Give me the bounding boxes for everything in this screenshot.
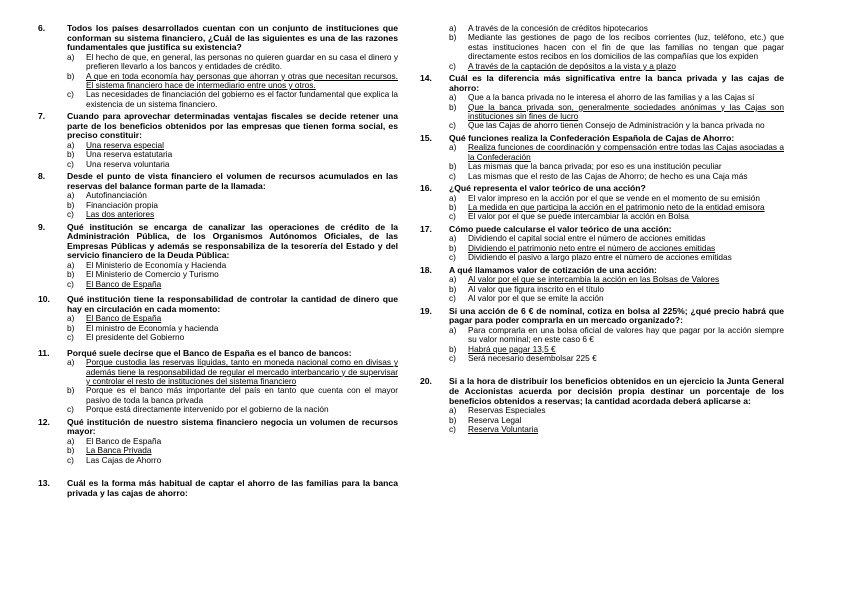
- question-number: 16.: [420, 183, 432, 194]
- option-letter: a): [67, 357, 75, 368]
- option-letter: b): [449, 161, 457, 172]
- option-letter: c): [67, 89, 74, 100]
- option-letter: b): [67, 269, 75, 280]
- question-number: 17.: [420, 223, 432, 234]
- answer-option: [449, 253, 784, 262]
- option-letter: c): [449, 352, 456, 363]
- option-letter: c): [449, 293, 456, 304]
- option-letter: c): [67, 158, 74, 169]
- answer-option: [449, 121, 784, 130]
- option-letter: b): [67, 445, 75, 456]
- question-text: Qué institución de nuestro sistema financiero negocia un volumen de recursos mayor:: [67, 416, 398, 437]
- question-number: 9.: [38, 221, 46, 232]
- option-text: El presidente del Gobierno: [86, 332, 185, 343]
- question-block: [420, 266, 784, 304]
- question-text: Qué institución se encarga de canalizar las operaciones de crédito de la Administración Pública, de los Organismos Autónomos Oficiales, de las Empresas Públicas y además se responsabiliza de la tesorería del Estado y del servicio financiero de la Deuda Pública:: [67, 221, 398, 261]
- answer-option: [67, 333, 398, 342]
- question-text: Cómo puede calcularse el valor teórico de una acción:: [449, 223, 672, 234]
- option-letter: a): [67, 313, 75, 324]
- option-letter: b): [449, 283, 457, 294]
- answer-option: [449, 143, 784, 162]
- option-text: Autofinanciación: [86, 190, 147, 201]
- option-text: El Ministerio de Economía y Hacienda: [86, 260, 227, 270]
- question-block: [420, 134, 784, 181]
- question-number: 14.: [420, 73, 432, 84]
- correct-option-text: Dividiendo el patrimonio neto entre el número de acciones emitidas: [468, 242, 716, 253]
- option-letter: a): [449, 233, 457, 244]
- answer-option: [67, 160, 398, 169]
- option-letter: a): [449, 142, 457, 153]
- question-number: 20.: [420, 376, 432, 387]
- question-text: Si a la hora de distribuir los beneficios obtenidos en un ejercicio la Junta General de Accionistas acuerda por decisión propia destinar un porcentaje de los beneficios obtenidos a reservas; la cantidad acordada deberá aplicarse a:: [449, 376, 784, 406]
- answer-option: [449, 294, 784, 303]
- question-number: 6.: [38, 23, 46, 33]
- answer-option: [67, 72, 398, 91]
- option-letter: b): [67, 149, 75, 160]
- option-letter: c): [449, 211, 456, 222]
- question-text: Qué institución tiene la responsabilidad de controlar la cantidad de dinero que hay en circulación en cada momento:: [67, 294, 398, 314]
- question-block: [38, 172, 398, 219]
- question-number: 19.: [420, 305, 432, 316]
- question-text: A qué llamamos valor de cotización de una acción:: [449, 264, 657, 275]
- answer-option: [449, 354, 784, 363]
- question-text: Desde el punto de vista financiero el volumen de recursos acumulados en las reservas del balance forman parte de la llamada:: [67, 171, 398, 191]
- answer-option: [67, 210, 398, 219]
- question-text: Cuál es la diferencia más significativa entre la banca privada y las cajas de ahorro:: [449, 73, 784, 93]
- option-letter: b): [67, 322, 75, 333]
- answer-option: [449, 172, 784, 181]
- option-text: El Ministerio de Comercio y Turismo: [86, 269, 219, 280]
- question-block: [38, 418, 398, 465]
- option-text: Las mismas que el resto de las Cajas de Ahorro; de hecho es una Caja más: [468, 170, 748, 181]
- question-block: [420, 225, 784, 263]
- option-text: Que las Cajas de ahorro tienen Consejo de Administración y la banca privada no: [468, 120, 765, 131]
- question-number: 12.: [38, 416, 50, 427]
- option-text: Reserva Legal: [468, 414, 522, 425]
- question-number: 11.: [38, 347, 50, 358]
- correct-option-text: El Banco de España: [86, 313, 162, 324]
- option-letter: a): [449, 405, 457, 416]
- question-13-continuation: [420, 24, 784, 71]
- option-text: Reservas Especiales: [468, 405, 546, 416]
- option-text: El valor impreso en la acción por el que se vende en el momento de su emisión: [468, 192, 760, 203]
- question-block: [38, 24, 398, 109]
- answer-option: [67, 280, 398, 289]
- question-block: [420, 184, 784, 222]
- option-letter: a): [449, 324, 457, 335]
- correct-option-text: Al valor por el que se intercambia la acción en las Bolsas de Valores: [468, 274, 720, 285]
- question-number: 18.: [420, 264, 432, 275]
- right-column: [420, 24, 784, 434]
- question-block: [420, 377, 784, 434]
- option-text: Las necesidades de financiación del gobierno es el factor fundamental que explica la existencia de un sistema financiero.: [86, 89, 398, 109]
- option-text: Una reserva voluntaria: [86, 158, 170, 169]
- option-letter: a): [449, 192, 457, 203]
- answer-option: [67, 386, 398, 405]
- option-letter: a): [449, 274, 457, 285]
- answer-option: [449, 33, 784, 61]
- answer-option: [449, 62, 784, 71]
- option-letter: c): [449, 120, 456, 131]
- option-text: El hecho de que, en general, las personas no quieren guardar en su casa el dinero y prefieren llevarlo a los bancos y entidades de crédito.: [86, 51, 398, 72]
- correct-option-text: Realiza funciones de coordinación y compensación entre todas las Cajas asociadas a la Confederación: [468, 142, 784, 162]
- correct-option-text: Una reserva especial: [86, 140, 164, 150]
- question-text: Todos los países desarrollados cuentan con un conjunto de instituciones que conforman su sistema financiero, ¿Cuál de las siguientes es una de las razones fundamentales que justifica su existencia?: [67, 23, 398, 53]
- option-text: Una reserva estatutaria: [86, 149, 173, 160]
- option-letter: c): [67, 209, 74, 220]
- question-number: 13.: [38, 478, 50, 489]
- option-text: Que a la banca privada no le interesa el ahorro de las familias y a las Cajas sí: [468, 92, 755, 103]
- answer-option: [449, 212, 784, 221]
- option-text: Dividiendo el pasivo a largo plazo entre el número de acciones emitidas: [468, 252, 732, 263]
- correct-option-text: Las dos anteriores: [86, 209, 155, 220]
- answer-option: [67, 456, 398, 465]
- option-letter: c): [449, 170, 456, 181]
- option-letter: c): [449, 423, 456, 434]
- answer-option: [67, 53, 398, 72]
- option-text: A través de la concesión de créditos hipotecarios: [468, 23, 648, 33]
- question-number: 7.: [38, 111, 46, 122]
- question-block: [38, 479, 398, 498]
- correct-option-text: Habrá que pagar 13,5 €: [468, 343, 556, 354]
- option-text: El valor por el que se puede intercambiar la acción en Bolsa: [468, 211, 689, 222]
- correct-option-text: A que en toda economía hay personas que ahorran y otras que necesitan recursos. El sistema financiero hace de intermediario entre unos y otros.: [86, 70, 398, 90]
- option-letter: b): [67, 70, 75, 81]
- option-text: El Banco de España: [86, 435, 162, 446]
- question-text: Cuál es la forma más habitual de captar el ahorro de las familias para la banca privada y las cajas de ahorro:: [67, 478, 398, 498]
- answer-option: [67, 405, 398, 414]
- option-text: Porque está directamente intervenido por el gobierno de la nación: [86, 404, 329, 415]
- option-text: Porque es el banco más importante del país en tanto que cuenta con el mayor pasivo de toda la banca privada: [86, 385, 398, 405]
- answer-option: [67, 358, 398, 386]
- question-block: [38, 349, 398, 415]
- option-letter: a): [67, 435, 75, 446]
- option-text: Financiación propia: [86, 199, 158, 210]
- option-letter: a): [67, 260, 75, 270]
- question-text: Cuando para aprovechar determinadas ventajas fiscales se decide retener una parte de los beneficios obtenidos por las empresas que tienen forma social, es preciso constituir:: [67, 111, 398, 141]
- question-text: ¿Qué representa el valor teórico de una acción?: [449, 183, 646, 194]
- correct-option-text: La medida en que participa la acción en el patrimonio neto de la entidad emisora: [468, 202, 765, 213]
- left-column: [38, 24, 398, 498]
- question-block: [420, 307, 784, 364]
- question-block: [38, 295, 398, 342]
- question-text: Porqué suele decirse que el Banco de España es el banco de bancos:: [67, 347, 352, 358]
- question-text: Si una acción de 6 € de nominal, cotiza en bolsa al 225%; ¿qué precio habrá que pagar para poder comprarla en un mercado organizado?:: [449, 305, 784, 326]
- option-text: Las Cajas de Ahorro: [86, 454, 162, 465]
- option-text: Para comprarla en una bolsa oficial de valores hay que pagar por la acción siempre su valor nominal; en este caso 6 €: [468, 324, 784, 345]
- option-letter: a): [449, 23, 457, 33]
- question-number: 8.: [38, 171, 46, 182]
- question-text: Qué funciones realiza la Confederación Española de Cajas de Ahorro:: [449, 132, 735, 143]
- option-letter: a): [67, 140, 75, 150]
- option-letter: c): [67, 454, 74, 465]
- question-block: [38, 112, 398, 169]
- question-block: [420, 74, 784, 131]
- correct-option-text: Que la banca privada son, generalmente sociedades anónimas y las Cajas son instituciones sin fines de lucro: [468, 101, 784, 122]
- option-letter: c): [449, 252, 456, 263]
- correct-option-text: El Banco de España: [86, 278, 162, 289]
- option-letter: b): [67, 199, 75, 210]
- option-letter: c): [449, 60, 456, 71]
- answer-option: [449, 425, 784, 434]
- correct-option-text: La Banca Privada: [86, 445, 152, 456]
- option-letter: a): [67, 51, 75, 62]
- option-text: Será necesario desembolsar 225 €: [468, 352, 597, 363]
- answer-option: [67, 90, 398, 109]
- option-text: Mediante las gestiones de pago de los recibos corrientes (luz, teléfono, etc.) que estas instituciones hacen con el fin de que las familias no tengan que pagar directamente estos recibos en los domicilios de las compañías que los expiden: [468, 32, 784, 62]
- question-block: [38, 223, 398, 290]
- option-letter: b): [449, 32, 457, 43]
- option-letter: b): [67, 385, 75, 396]
- answer-option: [449, 103, 784, 122]
- option-letter: b): [449, 414, 457, 425]
- correct-option-text: A través de la captación de depósitos a la vista y a plazo: [468, 60, 677, 71]
- question-number: 15.: [420, 132, 432, 143]
- option-letter: b): [449, 202, 457, 213]
- option-letter: c): [67, 332, 74, 343]
- question-number: 10.: [38, 294, 50, 305]
- option-letter: a): [67, 190, 75, 201]
- option-letter: c): [67, 278, 74, 289]
- option-text: El ministro de Economía y hacienda: [86, 322, 219, 333]
- option-text: Las mismas que la banca privada; por eso es una institución peculiar: [468, 161, 722, 172]
- option-letter: b): [449, 242, 457, 253]
- option-text: Al valor que figura inscrito en el título: [468, 283, 605, 294]
- option-letter: b): [449, 101, 457, 112]
- option-text: Dividiendo el capital social entre el número de acciones emitidas: [468, 233, 706, 244]
- correct-option-text: Reserva Voluntaria: [468, 423, 539, 434]
- correct-option-text: Porque custodia las reservas líquidas, tanto en moneda nacional como en divisas y además tiene la responsabilidad de regular el mercado interbancario y de supervisar y controlar el resto de instituciones del sistema financiero: [86, 357, 398, 387]
- answer-option: [449, 326, 784, 345]
- option-letter: c): [67, 404, 74, 415]
- option-letter: b): [449, 343, 457, 354]
- option-text: Al valor por el que se emite la acción: [468, 293, 604, 304]
- option-letter: a): [449, 92, 457, 103]
